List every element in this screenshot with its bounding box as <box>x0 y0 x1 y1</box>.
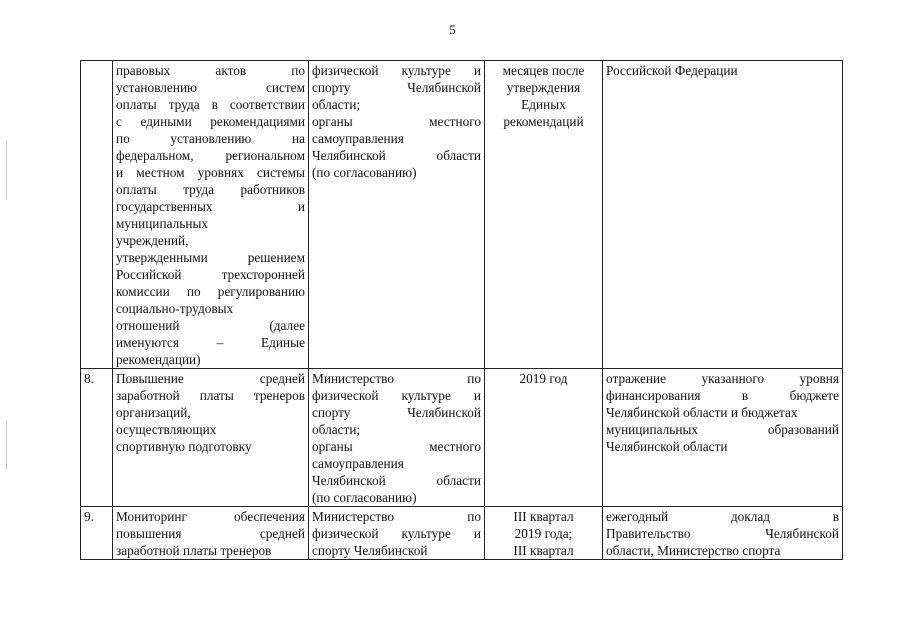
cell-text-line: месяцев после <box>502 63 585 78</box>
cell-text-line: III квартал <box>513 543 574 558</box>
cell-text-line: социально-трудовых <box>116 301 234 316</box>
executors-cell <box>309 369 485 507</box>
cell-text-line: (по согласованию) <box>312 490 417 505</box>
measure-name-cell <box>113 507 309 560</box>
cell-text-line: правовых актов по <box>116 63 305 78</box>
cell-text-line: рекомендации) <box>116 352 201 367</box>
result-cell <box>603 61 843 369</box>
cell-text-line: Мониторинг обеспечения <box>116 509 305 524</box>
page-number: 5 <box>449 22 456 37</box>
cell-text-line: Челябинской области и бюджетах <box>606 405 798 420</box>
plan-table-body <box>81 61 843 560</box>
cell-text-line: самоуправления <box>312 456 404 471</box>
cell-text-line: органы местного <box>312 114 481 129</box>
cell-text-line: физической культуре и <box>312 526 481 541</box>
cell-text-line: спортивную подготовку <box>116 439 252 454</box>
cell-text-line: с едиными рекомендациями <box>116 114 305 129</box>
cell-text-line: финансирования в бюджете <box>606 388 839 403</box>
cell-text-line: комиссии по регулированию <box>116 284 305 299</box>
cell-text-line: Министерство по <box>312 509 481 524</box>
cell-text-line: области; <box>312 97 361 112</box>
plan-table <box>80 60 843 560</box>
cell-text-line: Челябинской области <box>312 473 481 488</box>
term-cell <box>485 507 603 560</box>
cell-text-line: области, Министерство спорта <box>606 543 781 558</box>
table-row <box>81 369 843 507</box>
cell-text-line: установлению систем <box>116 80 305 95</box>
cell-text-line: и местном уровнях системы <box>116 165 305 180</box>
cell-text-line: муниципальных <box>116 216 209 231</box>
cell-text-line: оплаты труда в соответствии <box>116 97 305 112</box>
cell-text-line: организаций, <box>116 405 191 420</box>
scan-edge-mark <box>6 420 7 470</box>
cell-text-line: отношений (далее <box>116 318 305 333</box>
cell-text-line: утвержденными решением <box>116 250 305 265</box>
row-number-cell <box>81 61 113 369</box>
cell-text-line: осуществляющих <box>116 422 217 437</box>
cell-text-line: Российской трехсторонней <box>116 267 305 282</box>
executors-cell <box>309 61 485 369</box>
cell-text-line: повышения средней <box>116 526 305 541</box>
cell-text-line: Министерство по <box>312 371 481 386</box>
measure-name-cell <box>113 369 309 507</box>
term-cell <box>485 61 603 369</box>
cell-text-line: Челябинской области <box>606 439 728 454</box>
cell-text-line: спорту Челябинской <box>312 80 481 95</box>
cell-text-line: оплаты труда работников <box>116 182 305 197</box>
executors-cell <box>309 507 485 560</box>
measure-name-cell <box>113 61 309 369</box>
cell-text-line: Челябинской области <box>312 148 481 163</box>
cell-text-line: 2019 год <box>519 371 568 386</box>
cell-text-line: ежегодный доклад в <box>606 509 839 524</box>
cell-text-line: 2019 года; <box>514 526 573 541</box>
cell-text-line: спорту Челябинской <box>312 405 481 420</box>
cell-text-line: именуются – Единые <box>116 335 305 350</box>
cell-text-line: рекомендаций <box>503 114 584 129</box>
cell-text-line: федеральном, региональном <box>116 148 305 163</box>
result-cell <box>603 369 843 507</box>
cell-text-line: Российской Федерации <box>606 63 738 78</box>
cell-text-line: органы местного <box>312 439 481 454</box>
scan-edge-mark <box>6 140 7 200</box>
cell-text-line: отражение указанного уровня <box>606 371 839 386</box>
cell-text-line: муниципальных образований <box>606 422 839 437</box>
cell-text-line: Правительство Челябинской <box>606 526 839 541</box>
cell-text-line: самоуправления <box>312 131 404 146</box>
cell-text-line: государственных и <box>116 199 305 214</box>
result-cell <box>603 507 843 560</box>
cell-text-line: Единых <box>521 97 566 112</box>
cell-text-line: утверждения <box>506 80 581 95</box>
row-number-cell: 9. <box>81 507 113 560</box>
cell-text-line: Повышение средней <box>116 371 305 386</box>
cell-text-line: (по согласованию) <box>312 165 417 180</box>
table-row <box>81 61 843 369</box>
cell-text-line: заработной платы тренеров <box>116 388 305 403</box>
cell-text-line: по установлению на <box>116 131 305 146</box>
cell-text-line: спорту Челябинской <box>312 543 428 558</box>
cell-text-line: физической культуре и <box>312 63 481 78</box>
row-number-cell: 8. <box>81 369 113 507</box>
term-cell <box>485 369 603 507</box>
table-row <box>81 507 843 560</box>
cell-text-line: III квартал <box>513 509 574 524</box>
cell-text-line: области; <box>312 422 361 437</box>
cell-text-line: заработной платы тренеров <box>116 543 272 558</box>
cell-text-line: учреждений, <box>116 233 189 248</box>
cell-text-line: физической культуре и <box>312 388 481 403</box>
